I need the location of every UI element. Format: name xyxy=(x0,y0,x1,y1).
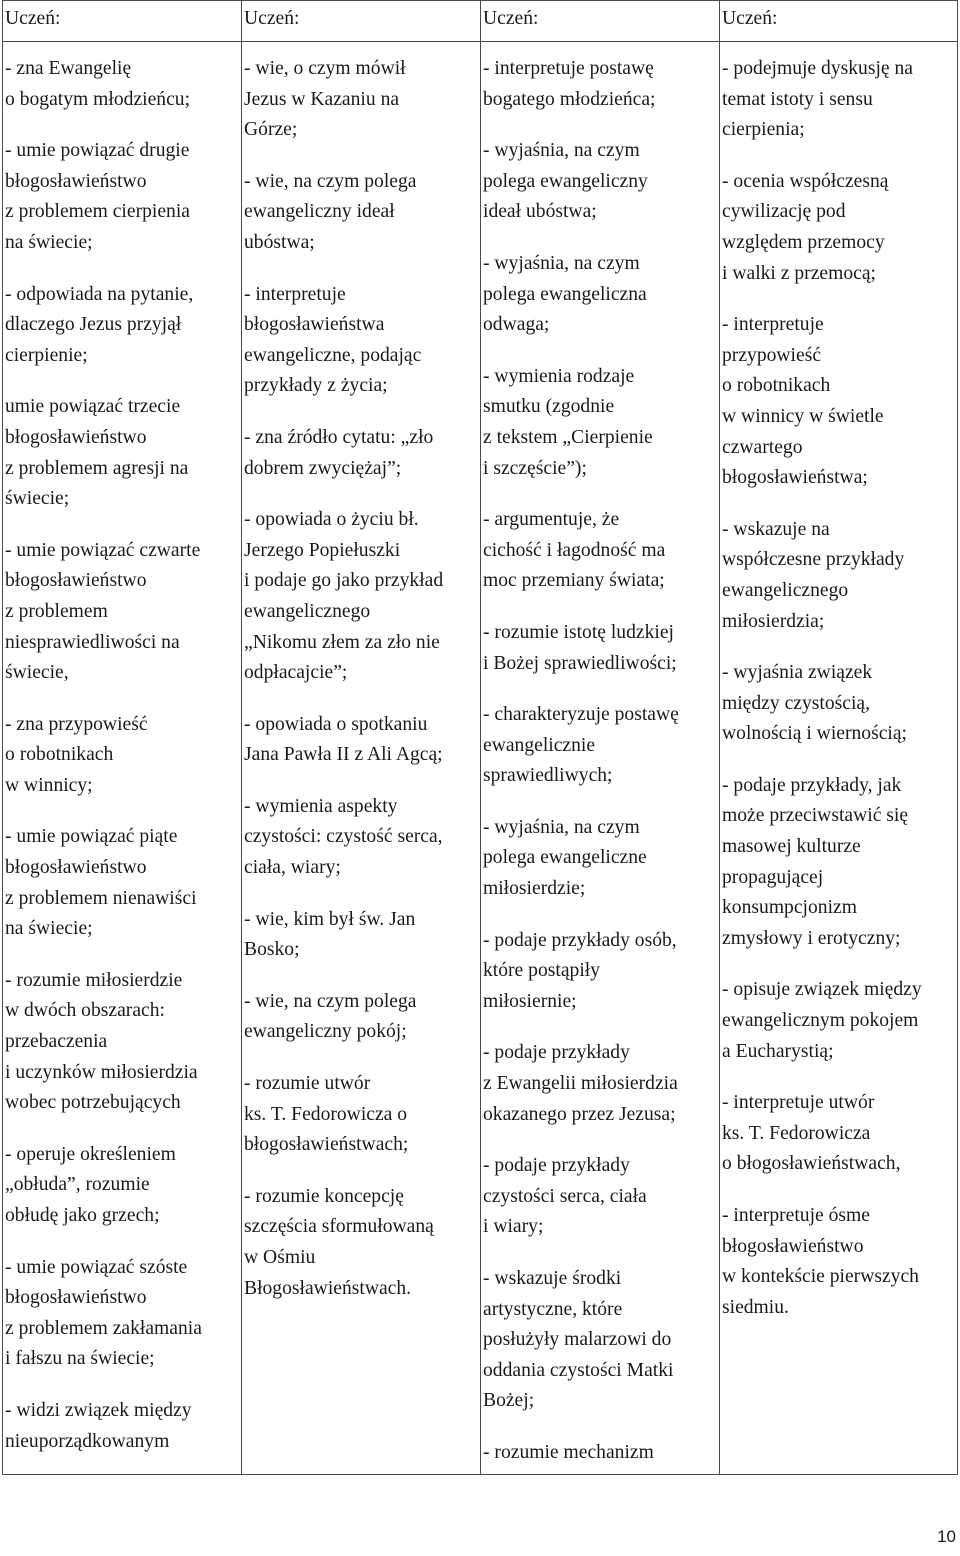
requirement-line: odpłacajcie”; xyxy=(244,662,348,684)
requirement-line: - podejmuje dyskusję na xyxy=(722,58,914,79)
requirement-line: - wskazuje na xyxy=(722,518,830,540)
requirement-line: błogosławieństwo xyxy=(722,1235,864,1257)
requirement-line: ewangelicznie xyxy=(483,734,596,756)
requirement-item xyxy=(483,926,719,1018)
requirement-item xyxy=(483,1264,719,1417)
requirement-line: - wymienia aspekty xyxy=(244,795,398,817)
requirement-line: Górze; xyxy=(244,119,298,141)
requirement-line: polega ewangeliczna xyxy=(483,283,647,305)
requirement-item xyxy=(5,392,241,514)
requirement-line: błogosławieństwa; xyxy=(722,467,868,489)
requirement-line: w winnicy w świetle xyxy=(722,405,884,427)
requirement-line: - interpretuje postawę xyxy=(483,58,654,79)
requirement-line: czystości: czystość serca, xyxy=(244,826,443,848)
requirement-item xyxy=(483,362,719,484)
requirement-line: na świecie; xyxy=(5,231,93,253)
requirement-line: z problemem cierpienia xyxy=(5,201,190,223)
requirement-line: - umie powiązać szóste xyxy=(5,1256,188,1278)
requirement-line: o bogatym młodzieńcu; xyxy=(5,88,191,110)
requirement-line: - umie powiązać czwarte xyxy=(5,539,201,561)
requirement-line: - widzi związek między xyxy=(5,1399,192,1421)
requirement-item xyxy=(483,249,719,341)
requirement-line: Jezus w Kazaniu na xyxy=(244,88,400,110)
requirement-line: umie powiązać trzecie xyxy=(5,396,181,418)
requirement-item xyxy=(722,975,957,1067)
requirement-line: - zna źródło cytatu: „zło xyxy=(244,426,434,448)
requirement-line: cierpienie; xyxy=(5,344,88,366)
requirement-item xyxy=(5,710,241,802)
requirement-item xyxy=(722,771,957,955)
requirement-item xyxy=(722,658,957,750)
requirement-item xyxy=(483,618,719,679)
requirement-line: przypowieść xyxy=(722,344,822,366)
requirement-item xyxy=(244,987,480,1048)
requirement-line: wolnością i wiernością; xyxy=(722,723,908,745)
requirement-line: może przeciwstawić się xyxy=(722,805,909,827)
requirement-line: temat istoty i sensu xyxy=(722,88,873,110)
requirement-line: miłosierdzia; xyxy=(722,610,825,632)
header-row xyxy=(3,1,958,42)
requirement-line: dlaczego Jezus przyjął xyxy=(5,314,182,336)
requirement-line: zmysłowy i erotyczny; xyxy=(722,927,901,949)
requirement-item xyxy=(5,1140,241,1232)
requirement-line: - interpretuje utwór xyxy=(722,1092,875,1114)
requirement-line: w kontekście pierwszych xyxy=(722,1266,919,1288)
requirement-line: ks. T. Fedorowicza xyxy=(722,1122,871,1144)
requirement-line: - wie, na czym polega xyxy=(244,170,417,192)
requirement-line: świecie, xyxy=(5,662,69,684)
requirement-line: - interpretuje xyxy=(244,283,346,305)
requirement-line: artystyczne, które xyxy=(483,1298,623,1320)
requirement-line: czystości serca, ciała xyxy=(483,1185,647,1207)
requirement-line: ewangelicznego xyxy=(722,579,849,601)
requirement-item xyxy=(483,54,719,115)
requirement-line: - wskazuje środki xyxy=(483,1268,622,1289)
requirement-line: - wie, o czym mówił xyxy=(244,58,406,79)
requirement-line: błogosławieństwo xyxy=(5,570,147,592)
requirement-line: cichość i łagodność ma xyxy=(483,539,666,561)
requirement-line: z tekstem „Cierpienie xyxy=(483,426,653,448)
requirement-item xyxy=(5,822,241,944)
requirement-line: z problemem nienawiści xyxy=(5,887,197,909)
requirement-line: bogatego młodzieńca; xyxy=(483,88,656,110)
requirement-line: i szczęście”); xyxy=(483,457,587,479)
requirement-line: między czystością, xyxy=(722,692,870,714)
requirement-line: moc przemiany świata; xyxy=(483,570,665,592)
requirement-line: - wyjaśnia, na czym xyxy=(483,816,640,838)
requirement-line: - umie powiązać drugie xyxy=(5,140,190,162)
requirement-line: ewangeliczny pokój; xyxy=(244,1021,407,1043)
header-cell: Uczeń: xyxy=(481,1,720,42)
requirement-line: ewangelicznym pokojem xyxy=(722,1010,919,1032)
requirement-line: ideał ubóstwa; xyxy=(483,201,597,223)
requirement-line: błogosławieństwo xyxy=(5,170,147,192)
requirement-line: - umie powiązać piąte xyxy=(5,826,178,848)
requirement-line: - podaje przykłady osób, xyxy=(483,929,677,951)
requirement-line: - interpretuje ósme xyxy=(722,1205,870,1226)
requirement-line: ciała, wiary; xyxy=(244,857,341,879)
requirement-line: - wie, kim był św. Jan xyxy=(244,908,416,930)
requirement-item xyxy=(483,700,719,792)
requirement-item xyxy=(5,1253,241,1375)
requirement-line: o błogosławieństwach, xyxy=(722,1153,901,1175)
requirement-line: Bożej; xyxy=(483,1390,535,1412)
header-cell: Uczeń: xyxy=(242,1,481,42)
requirement-line: obłudę jako grzech; xyxy=(5,1205,160,1226)
requirement-line: przykłady z życia; xyxy=(244,375,388,397)
requirement-line: i walki z przemocą; xyxy=(722,262,876,284)
requirement-line: wobec potrzebujących xyxy=(5,1092,181,1114)
requirement-line: czwartego xyxy=(722,436,803,458)
requirement-item xyxy=(244,505,480,689)
requirement-line: „Nikomu złem za zło nie xyxy=(244,631,440,653)
requirement-line: szczęścia sformułowaną xyxy=(244,1216,434,1238)
page-number: 10 xyxy=(937,1527,956,1546)
requirement-line: - opisuje związek między xyxy=(722,979,922,1001)
requirement-line: siedmiu. xyxy=(722,1296,789,1318)
requirement-line: - zna Ewangelię xyxy=(5,58,132,79)
requirement-line: oddania czystości Matki xyxy=(483,1359,674,1381)
requirement-line: - podaje przykłady xyxy=(483,1042,630,1064)
requirement-line: Jerzego Popiełuszki xyxy=(244,539,401,561)
requirement-line: - opowiada o spotkaniu xyxy=(244,713,428,735)
requirement-item xyxy=(722,1088,957,1180)
requirement-line: i uczynków miłosierdzia xyxy=(5,1061,198,1083)
requirement-item xyxy=(483,1438,719,1469)
requirement-line: błogosławieństwo xyxy=(5,426,147,448)
requirement-line: ewangeliczne, podając xyxy=(244,344,422,366)
requirement-line: posłużyły malarzowi do xyxy=(483,1329,672,1351)
requirement-line: współczesne przykłady xyxy=(722,549,905,571)
requirement-line: błogosławieństwo xyxy=(5,1287,147,1309)
requirement-item xyxy=(244,280,480,402)
requirement-line: o robotnikach xyxy=(5,744,114,766)
requirement-line: cierpienia; xyxy=(722,119,805,141)
requirement-line: przebaczenia xyxy=(5,1031,108,1053)
requirement-line: - wymienia rodzaje xyxy=(483,365,635,387)
requirement-item xyxy=(483,1038,719,1130)
requirement-line: a Eucharystią; xyxy=(722,1040,834,1062)
column-basic xyxy=(3,42,242,1475)
requirement-line: - interpretuje xyxy=(722,314,824,336)
requirement-line: - wyjaśnia, na czym xyxy=(483,252,640,274)
requirement-line: ks. T. Fedorowicza o xyxy=(244,1103,408,1125)
requirement-line: ubóstwa; xyxy=(244,231,315,253)
requirement-line: miłosiernie; xyxy=(483,990,577,1012)
requirement-line: z problemem agresji na xyxy=(5,457,189,479)
requirement-line: okazanego przez Jezusa; xyxy=(483,1103,676,1125)
requirement-line: odwaga; xyxy=(483,314,550,336)
requirement-line: - rozumie mechanizm xyxy=(483,1441,654,1463)
requirement-line: sprawiedliwych; xyxy=(483,765,613,787)
requirement-line: - operuje określeniem xyxy=(5,1143,176,1165)
requirement-line: - odpowiada na pytanie, xyxy=(5,283,194,305)
requirement-line: świecie; xyxy=(5,488,70,510)
requirement-line: - wyjaśnia, na czym xyxy=(483,140,640,162)
requirement-item xyxy=(244,423,480,484)
requirement-item xyxy=(244,167,480,259)
requirement-line: miłosierdzie; xyxy=(483,878,586,900)
requirement-line: i Bożej sprawiedliwości; xyxy=(483,652,677,674)
content-row xyxy=(3,42,958,1475)
requirement-line: błogosławieństwo xyxy=(5,857,147,879)
requirement-line: Błogosławieństwach. xyxy=(244,1277,412,1299)
requirement-line: - rozumie koncepcję xyxy=(244,1185,404,1207)
requirement-line: które postąpiły xyxy=(483,960,600,982)
requirement-item xyxy=(483,1151,719,1243)
requirement-line: z Ewangelii miłosierdzia xyxy=(483,1073,678,1095)
requirement-line: z problemem xyxy=(5,600,108,622)
requirement-item xyxy=(722,1201,957,1323)
requirement-line: z problemem zakłamania xyxy=(5,1317,202,1339)
requirement-line: błogosławieństwach; xyxy=(244,1134,409,1156)
column-very-good xyxy=(720,42,958,1475)
requirement-line: Bosko; xyxy=(244,939,300,961)
requirement-item xyxy=(5,280,241,372)
requirement-item xyxy=(722,54,957,146)
requirement-line: cywilizację pod xyxy=(722,201,846,223)
requirement-line: propagującej xyxy=(722,866,824,888)
requirement-item xyxy=(483,136,719,228)
requirement-line: o robotnikach xyxy=(722,375,831,397)
requirement-item xyxy=(483,813,719,905)
column-sufficient xyxy=(242,42,481,1475)
requirement-line: „obłuda”, rozumie xyxy=(5,1174,150,1196)
requirement-item xyxy=(722,167,957,289)
requirement-item xyxy=(244,1069,480,1161)
requirement-line: - podaje przykłady, jak xyxy=(722,774,902,796)
requirement-line: w dwóch obszarach: xyxy=(5,1000,165,1022)
requirement-line: błogosławieństwa xyxy=(244,314,385,336)
requirement-item xyxy=(244,905,480,966)
header-cell: Uczeń: xyxy=(3,1,242,42)
requirement-item xyxy=(722,515,957,637)
requirement-item xyxy=(5,54,241,115)
requirement-line: i podaje go jako przykład xyxy=(244,570,444,592)
requirement-line: polega ewangeliczny xyxy=(483,170,648,192)
requirement-line: dobrem zwyciężaj”; xyxy=(244,457,402,479)
requirement-line: konsumpcjonizm xyxy=(722,897,857,919)
requirement-line: - argumentuje, że xyxy=(483,509,620,531)
requirement-line: smutku (zgodnie xyxy=(483,396,615,418)
header-cell: Uczeń: xyxy=(720,1,958,42)
requirement-line: nieuporządkowanym xyxy=(5,1430,170,1452)
requirement-item xyxy=(5,966,241,1119)
requirement-item xyxy=(5,536,241,689)
requirement-item xyxy=(5,1396,241,1457)
requirement-line: względem przemocy xyxy=(722,231,885,253)
column-good xyxy=(481,42,720,1475)
requirement-line: - opowiada o życiu bł. xyxy=(244,509,419,531)
requirement-item xyxy=(244,792,480,884)
requirement-item xyxy=(483,505,719,597)
requirement-line: - charakteryzuje postawę xyxy=(483,704,679,726)
requirement-line: i wiary; xyxy=(483,1216,544,1238)
requirement-item xyxy=(244,54,480,146)
requirement-line: polega ewangeliczne xyxy=(483,847,647,869)
requirement-line: na świecie; xyxy=(5,918,93,940)
requirement-line: w winnicy; xyxy=(5,774,93,796)
requirement-line: - rozumie miłosierdzie xyxy=(5,969,183,991)
requirement-line: - rozumie istotę ludzkiej xyxy=(483,621,674,643)
requirement-line: - wie, na czym polega xyxy=(244,990,417,1012)
requirement-line: ewangelicznego xyxy=(244,600,371,622)
requirement-line: Jana Pawła II z Ali Agcą; xyxy=(244,744,443,766)
requirement-item xyxy=(244,710,480,771)
requirements-table xyxy=(2,0,958,1475)
requirement-line: i fałszu na świecie; xyxy=(5,1348,155,1370)
requirement-line: - rozumie utwór xyxy=(244,1073,371,1095)
requirement-item xyxy=(5,136,241,258)
requirement-item xyxy=(722,310,957,494)
requirement-item xyxy=(244,1182,480,1304)
requirement-line: niesprawiedliwości na xyxy=(5,631,180,653)
requirement-line: - zna przypowieść xyxy=(5,713,148,735)
requirement-line: masowej kulturze xyxy=(722,836,861,858)
requirement-line: ewangeliczny ideał xyxy=(244,201,395,223)
requirement-line: w Ośmiu xyxy=(244,1247,316,1268)
requirement-line: - podaje przykłady xyxy=(483,1155,630,1177)
requirement-line: - wyjaśnia związek xyxy=(722,662,873,684)
requirement-line: - ocenia współczesną xyxy=(722,170,889,192)
